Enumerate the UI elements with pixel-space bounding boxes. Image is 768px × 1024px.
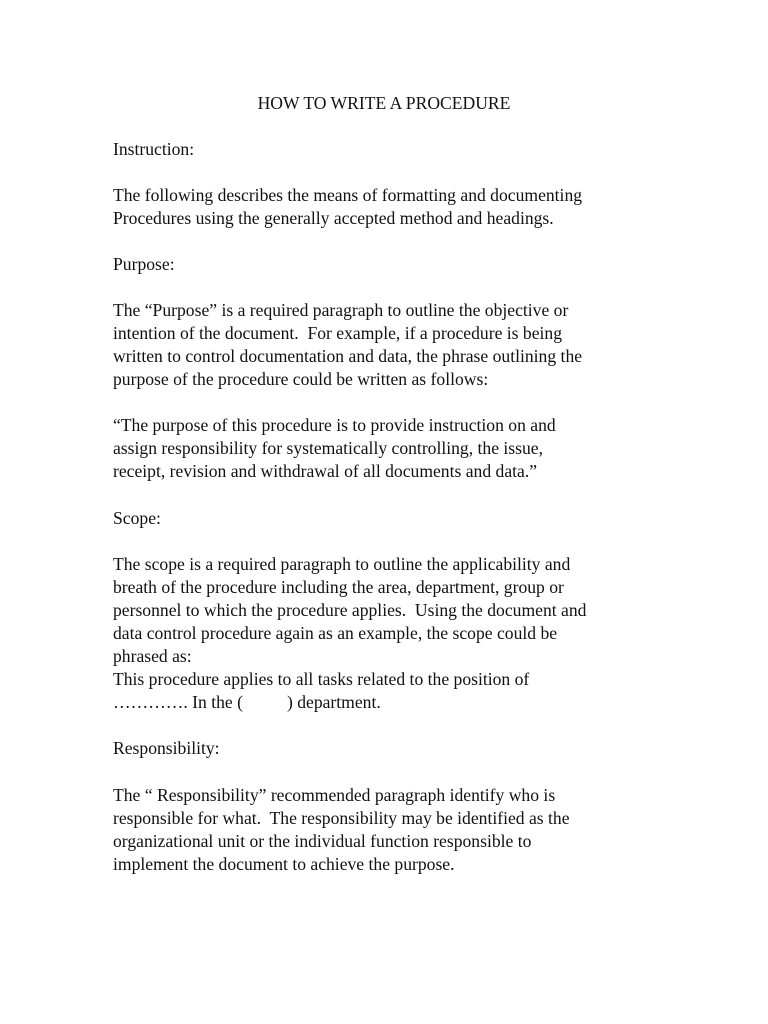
paragraph-line: The scope is a required paragraph to outline the applicability and xyxy=(113,554,571,574)
quote-line: “The purpose of this procedure is to provide instruction on and xyxy=(113,415,556,435)
quote-line: receipt, revision and withdrawal of all documents and data.” xyxy=(113,461,538,481)
paragraph-line: responsible for what. The responsibility may be identified as the xyxy=(113,808,570,828)
document-title: HOW TO WRITE A PROCEDURE xyxy=(257,93,511,113)
section-heading-purpose: Purpose: xyxy=(113,254,175,274)
paragraph-line: personnel to which the procedure applies. Using the document and xyxy=(113,600,587,620)
paragraph-line: This procedure applies to all tasks related to the position of xyxy=(113,669,530,689)
paragraph-line: …………. In the ( ) department. xyxy=(113,692,381,712)
section-heading-scope: Scope: xyxy=(113,508,161,528)
section-heading-responsibility: Responsibility: xyxy=(113,738,220,758)
paragraph-line: The “ Responsibility” recommended paragraph identify who is xyxy=(113,785,556,805)
paragraph-line: breath of the procedure including the area, department, group or xyxy=(113,577,564,597)
paragraph-line: written to control documentation and data, the phrase outlining the xyxy=(113,346,583,366)
paragraph-line: implement the document to achieve the purpose. xyxy=(113,854,455,874)
section-heading-instruction: Instruction: xyxy=(113,139,195,159)
paragraph-line: The following describes the means of formatting and documenting xyxy=(113,185,583,205)
paragraph-line: organizational unit or the individual function responsible to xyxy=(113,831,532,851)
paragraph-line: intention of the document. For example, if a procedure is being xyxy=(113,323,563,343)
paragraph-line: data control procedure again as an example, the scope could be xyxy=(113,623,558,643)
quote-line: assign responsibility for systematically controlling, the issue, xyxy=(113,438,544,458)
paragraph-line: phrased as: xyxy=(113,646,192,666)
paragraph-line: The “Purpose” is a required paragraph to outline the objective or xyxy=(113,300,569,320)
paragraph-line: purpose of the procedure could be written as follows: xyxy=(113,369,489,389)
paragraph-line: Procedures using the generally accepted method and headings. xyxy=(113,208,554,228)
